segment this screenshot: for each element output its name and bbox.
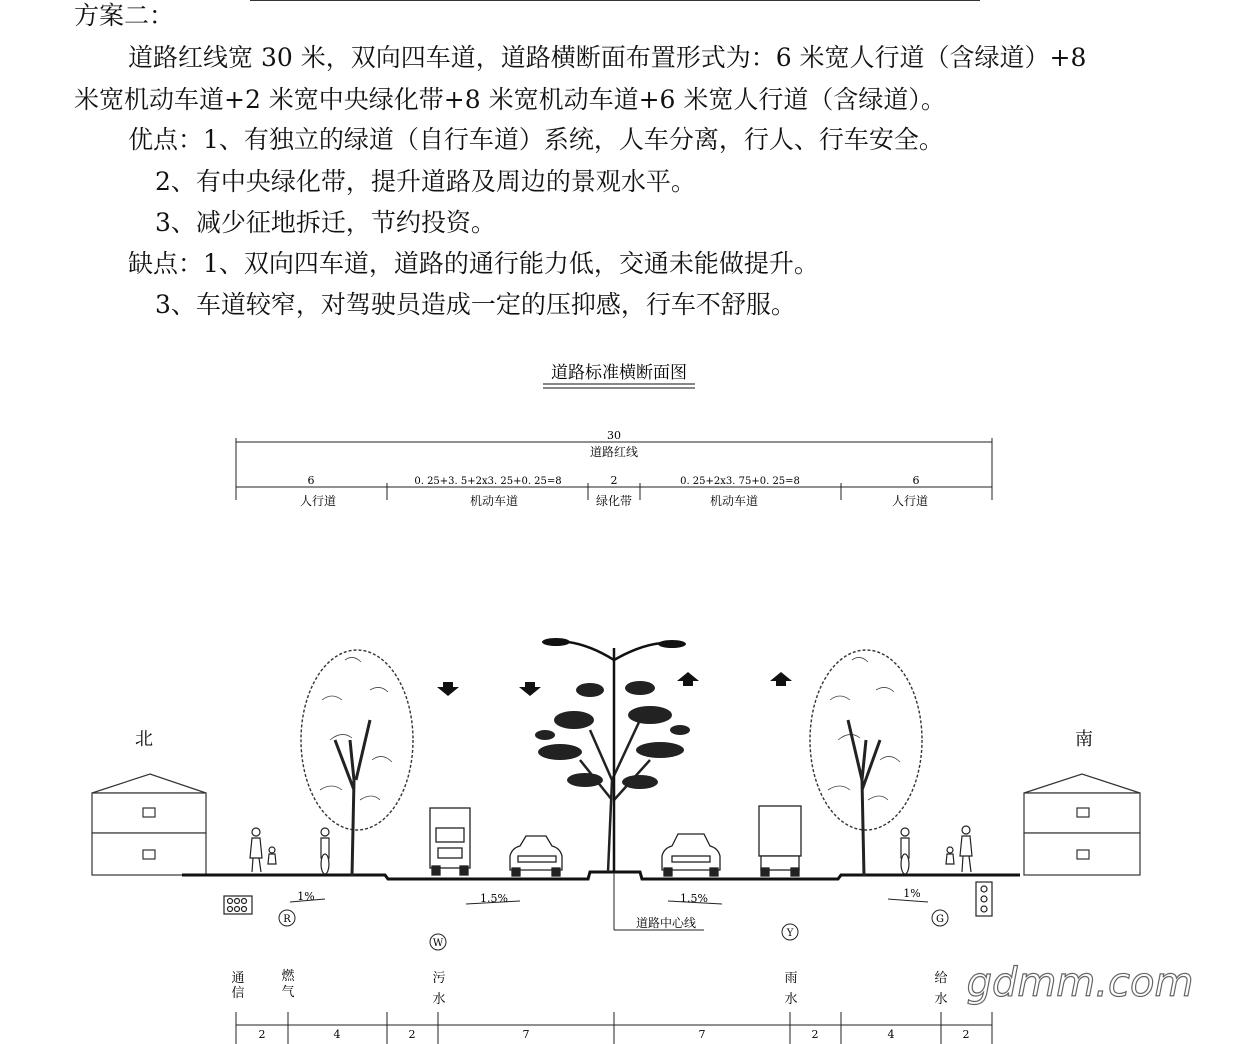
car-left xyxy=(510,836,562,876)
bottom-dim-5: 7 xyxy=(698,1028,706,1041)
seg-dim-4: 0. 25+2x3. 75+0. 25=8 xyxy=(680,476,800,487)
arrow-up-icon xyxy=(770,672,792,686)
utility-5-a: 给 xyxy=(934,971,948,986)
truck-left xyxy=(430,808,470,875)
south-label: 南 xyxy=(1075,729,1093,750)
pipe-marker-y: Y xyxy=(786,928,794,939)
building-left xyxy=(92,774,206,875)
utility-5-b: 水 xyxy=(934,992,948,1007)
truck-right xyxy=(759,806,801,876)
utility-2-b: 气 xyxy=(281,985,295,1000)
cons-line-2: 3、车道较窄，对驾驶员造成一定的压抑感，行车不舒服。 xyxy=(155,290,796,319)
slope-1: 1% xyxy=(297,890,315,903)
pros-line-3: 3、减少征地拆迁，节约投资。 xyxy=(155,208,496,237)
red-line-label: 道路红线 xyxy=(589,445,639,459)
building-right xyxy=(1024,774,1140,875)
slope-4: 1% xyxy=(903,887,921,900)
bottom-dim-2: 4 xyxy=(333,1028,341,1041)
arrow-down-icon xyxy=(437,682,459,696)
bottom-dim-1: 2 xyxy=(258,1028,266,1041)
utility-1-a: 通 xyxy=(231,971,245,986)
bottom-dim-7: 4 xyxy=(887,1028,895,1041)
utility-2-a: 燃 xyxy=(281,969,295,984)
tree-center xyxy=(535,681,690,872)
utility-3-b: 水 xyxy=(432,992,446,1007)
utility-1-b: 信 xyxy=(231,986,245,1001)
seg-label-5: 人行道 xyxy=(891,494,929,508)
seg-dim-5: 6 xyxy=(912,474,920,487)
arrow-down-icon xyxy=(519,682,541,696)
paragraph-line-1: 道路红线宽 30 米，双向四车道，道路横断面布置形式为：6 米宽人行道（含绿道）+8 xyxy=(128,43,1087,72)
pros-line-2: 2、有中央绿化带，提升道路及周边的景观水平。 xyxy=(155,167,696,196)
slope-2: 1.5% xyxy=(480,892,508,905)
seg-label-3: 绿化带 xyxy=(595,494,633,508)
slope-3: 1.5% xyxy=(680,892,708,905)
seg-label-2: 机动车道 xyxy=(469,494,519,508)
pipe-marker-r: R xyxy=(283,914,291,925)
bottom-dim-6: 2 xyxy=(811,1028,819,1041)
street-lamp xyxy=(568,642,662,872)
pedestrians-left xyxy=(250,828,329,874)
tree-left xyxy=(301,650,413,876)
north-label: 北 xyxy=(135,729,153,750)
arrow-up-icon xyxy=(677,672,699,686)
bottom-dim-3: 2 xyxy=(408,1028,416,1041)
paragraph-line-2: 米宽机动车道+2 米宽中央绿化带+8 米宽机动车道+6 米宽人行道（含绿道）。 xyxy=(74,85,946,114)
seg-label-1: 人行道 xyxy=(299,494,337,508)
seg-dim-3: 2 xyxy=(610,474,618,487)
car-right xyxy=(662,834,720,876)
telecom-duct xyxy=(224,896,252,914)
drawing-title: 道路标准横断面图 xyxy=(551,363,687,383)
seg-dim-2: 0. 25+3. 5+2x3. 25+0. 25=8 xyxy=(414,476,562,487)
cons-line-1: 缺点：1、双向四车道，道路的通行能力低，交通未能做提升。 xyxy=(128,249,819,278)
utility-4-b: 水 xyxy=(784,992,798,1007)
watermark: gdmm.com xyxy=(966,960,1194,1006)
seg-label-4: 机动车道 xyxy=(709,494,759,508)
pipe-marker-w: W xyxy=(432,938,444,949)
utility-4-a: 雨 xyxy=(784,971,798,986)
bottom-dim-4: 7 xyxy=(522,1028,530,1041)
centerline-label: 道路中心线 xyxy=(636,916,697,930)
pipe-marker-g: G xyxy=(936,914,944,925)
pros-line-1: 优点：1、有独立的绿道（自行车道）系统，人车分离，行人、行车安全。 xyxy=(128,125,944,154)
seg-dim-1: 6 xyxy=(307,474,315,487)
total-width-label: 30 xyxy=(607,429,621,442)
pedestrians-right xyxy=(901,826,972,874)
bottom-dim-8: 2 xyxy=(962,1028,970,1041)
utility-3-a: 污 xyxy=(432,971,446,986)
heading: 方案二： xyxy=(74,1,175,30)
power-duct xyxy=(976,882,992,916)
